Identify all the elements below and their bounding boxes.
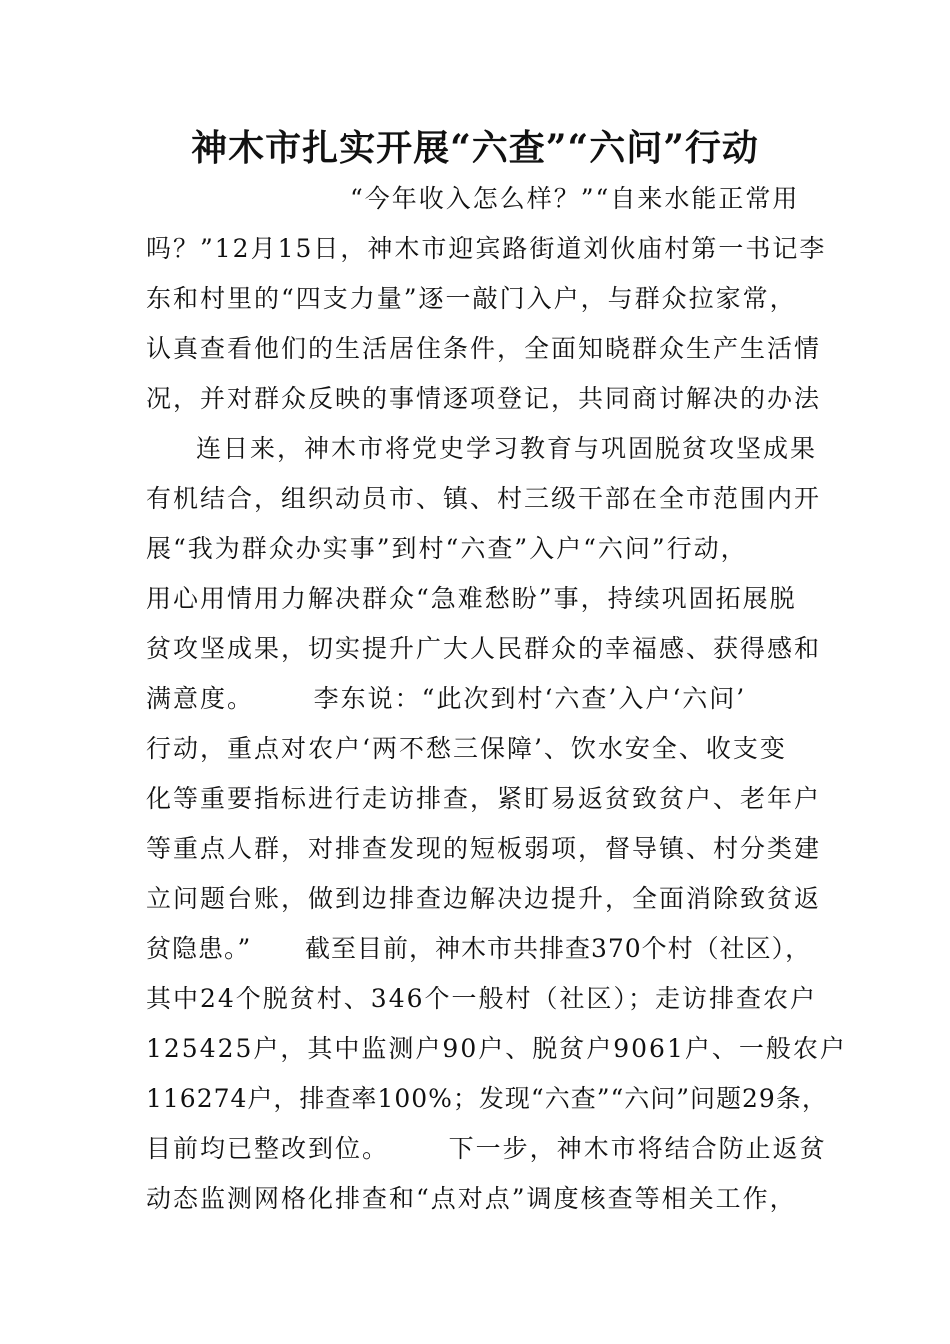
body-line: 贫隐患。” 截至目前，神木市共排查370个村（社区），: [146, 934, 812, 963]
body-line: 有机结合，组织动员市、镇、村三级干部在全市范围内开: [146, 484, 822, 513]
body-line: 其中24个脱贫村、346个一般村（社区）；走访排查农户: [146, 984, 818, 1013]
body-line: 行动，重点对农户‘两不愁三保障’、饮水安全、收支变: [146, 734, 787, 763]
body-line: 认真查看他们的生活居住条件，全面知晓群众生产生活情: [146, 334, 822, 363]
body-line: 连日来，神木市将党史学习教育与巩固脱贫攻坚成果: [196, 434, 818, 463]
body-line: 展“我为群众办实事”到村“六查”入户“六问”行动，: [146, 534, 748, 563]
body-line: “今年收入怎么样？”“自来水能正常用: [350, 184, 800, 213]
body-line: 动态监测网格化排查和“点对点”调度核查等相关工作，: [146, 1184, 797, 1213]
body-line: 目前均已整改到位。 下一步，神木市将结合防止返贫: [146, 1134, 827, 1163]
body-line: 满意度。 李东说：“此次到村‘六查’入户‘六问’: [146, 684, 747, 713]
body-line: 况，并对群众反映的事情逐项登记，共同商讨解决的办法: [146, 384, 822, 413]
body-line: 立问题台账，做到边排查边解决边提升，全面消除致贫返: [146, 884, 822, 913]
body-line: 用心用情用力解决群众“急难愁盼”事，持续巩固拓展脱: [146, 584, 797, 613]
body-line: 等重点人群，对排查发现的短板弱项，督导镇、村分类建: [146, 834, 822, 863]
body-line: 东和村里的“四支力量”逐一敲门入户，与群众拉家常，: [146, 284, 797, 313]
body-line: 125425户，其中监测户90户、脱贫户9061户、一般农户: [146, 1034, 847, 1063]
document-title: 神木市扎实开展“六查”“六问”行动: [191, 127, 759, 169]
body-line: 116274户，排查率100%；发现“六查”“六问”问题29条，: [146, 1084, 828, 1113]
body-line: 化等重要指标进行走访排查，紧盯易返贫致贫户、老年户: [146, 784, 822, 813]
body-line: 吗？”12月15日，神木市迎宾路街道刘伙庙村第一书记李: [146, 234, 827, 263]
body-line: 贫攻坚成果，切实提升广大人民群众的幸福感、获得感和: [146, 634, 822, 663]
